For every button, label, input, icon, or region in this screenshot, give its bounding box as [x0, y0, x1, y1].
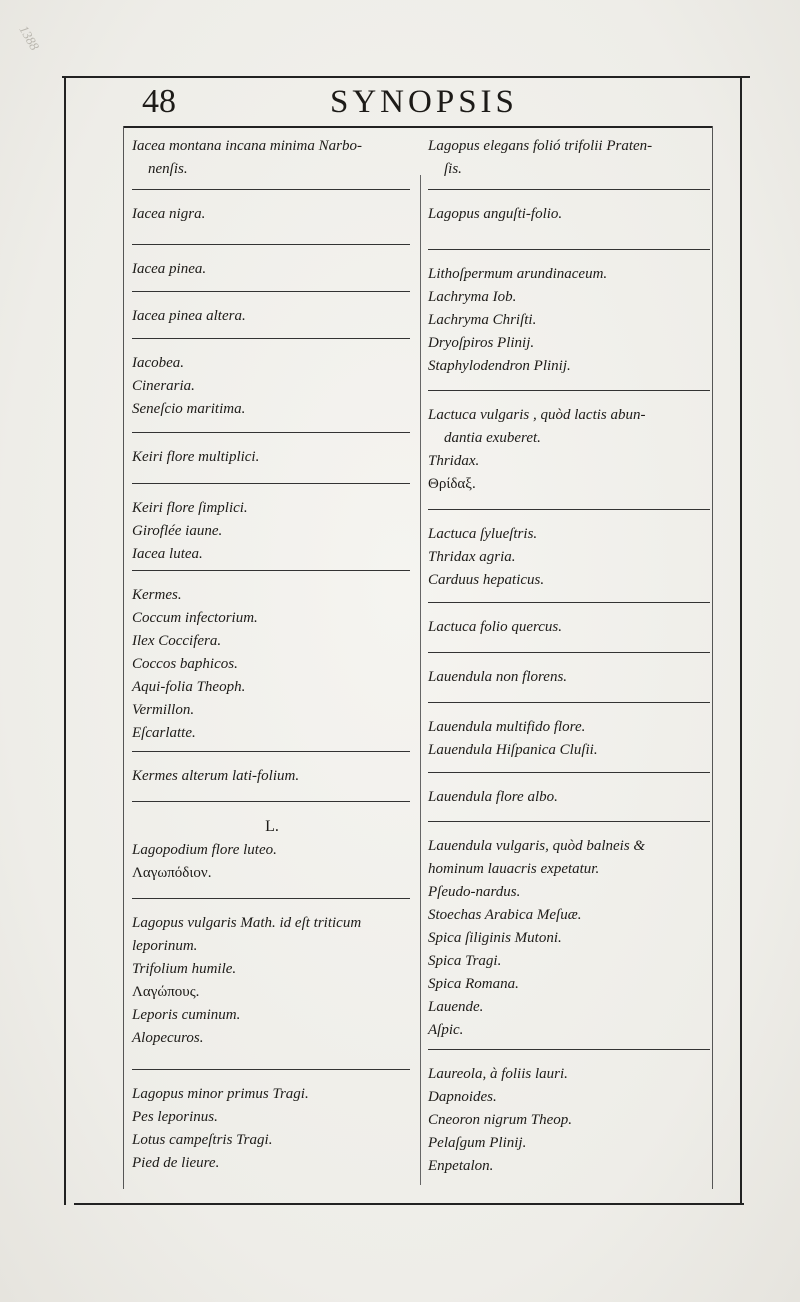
entry-line: Keiri flore ſimplici. [132, 500, 248, 516]
frame-right-rule [740, 78, 742, 1205]
entry-line: Iacea pinea altera. [132, 308, 246, 324]
entry-line: nenſis. [148, 161, 188, 177]
entry-line: hominum lauacris expetatur. [428, 861, 600, 877]
entry-line: Λαγώπους. [132, 984, 200, 1000]
entry-line: Iacea nigra. [132, 206, 206, 222]
entry-line: Ilex Coccifera. [132, 633, 222, 649]
entry-separator [132, 189, 410, 190]
entry-line: Cineraria. [132, 378, 195, 394]
section-letter: L. [265, 818, 279, 835]
entry-line: Λαγωπόδιον. [132, 865, 212, 881]
entry-separator [132, 338, 410, 339]
entry-line: Pied de lieure. [132, 1155, 220, 1171]
entry-line: Lauendula flore albo. [428, 789, 558, 805]
entry-line: Aſpic. [428, 1022, 464, 1038]
entry-separator [132, 244, 410, 245]
entry-line: Leporis cuminum. [132, 1007, 241, 1023]
faint-corner-mark: 1388 [16, 22, 43, 53]
entry-line: Lactuca ſylueſtris. [428, 526, 538, 542]
entry-line: Lagopodium flore luteo. [132, 842, 277, 858]
entry-separator [428, 1049, 710, 1050]
entry-line: Dapnoides. [428, 1089, 497, 1105]
top-rule [62, 76, 750, 78]
entry-line: Lagopus elegans folió trifolii Praten- [428, 138, 653, 154]
column-divider [420, 175, 421, 1185]
entry-line: Keiri flore multiplici. [132, 449, 260, 465]
entry-line: leporinum. [132, 938, 198, 954]
entry-line: ſis. [444, 161, 462, 177]
entry-line: Aqui-folia Theoph. [132, 679, 246, 695]
entry-separator [132, 432, 410, 433]
entry-separator [428, 390, 710, 391]
entry-separator [428, 249, 710, 250]
entry-line: Cneoron nigrum Theop. [428, 1112, 573, 1128]
bottom-rule [74, 1203, 744, 1205]
entry-separator [132, 1069, 410, 1070]
entry-separator [428, 509, 710, 510]
entry-line: Lactuca folio quercus. [428, 619, 563, 635]
frame-left-rule [64, 78, 66, 1205]
entry-separator [132, 483, 410, 484]
entry-line: Lagopus anguſti-folio. [428, 206, 563, 222]
entry-separator [428, 772, 710, 773]
entry-line: Seneſcio maritima. [132, 401, 246, 417]
entry-line: Kermes. [132, 587, 182, 603]
entry-separator [132, 570, 410, 571]
entry-line: Alopecuros. [132, 1030, 204, 1046]
entry-line: Coccum infectorium. [132, 610, 258, 626]
entry-line: Iacea montana incana minima Narbo- [132, 138, 362, 154]
entry-line: Kermes alterum lati-folium. [132, 768, 300, 784]
entry-line: Stoechas Arabica Meſuæ. [428, 907, 582, 923]
entry-line: Carduus hepaticus. [428, 572, 545, 588]
inner-right-rule [712, 126, 713, 1189]
entry-separator [132, 751, 410, 752]
entry-line: Iacobea. [132, 355, 185, 371]
entry-line: Lagopus minor primus Tragi. [132, 1086, 309, 1102]
entry-line: Iacea pinea. [132, 261, 207, 277]
entry-line: Spica ſiliginis Mutoni. [428, 930, 562, 946]
entry-line: Lauendula multifido flore. [428, 719, 586, 735]
entry-separator [428, 652, 710, 653]
entry-line: Spica Tragi. [428, 953, 502, 969]
inner-left-rule [123, 126, 124, 1189]
entry-line: Dryoſpiros Plinij. [428, 335, 535, 351]
entry-line: Trifolium humile. [132, 961, 237, 977]
running-title: SYNOPSIS [330, 84, 518, 120]
entry-line: Lagopus vulgaris Math. id eſt triticum [132, 915, 362, 931]
entry-line: Thridax agria. [428, 549, 516, 565]
entry-line: Eſcarlatte. [132, 725, 196, 741]
entry-line: Lauendula Hiſpanica Cluſii. [428, 742, 598, 758]
entry-separator [428, 602, 710, 603]
entry-line: Enpetalon. [428, 1158, 494, 1174]
entry-line: Θρίδαξ. [428, 476, 476, 492]
entry-line: Pelaſgum Plinij. [428, 1135, 527, 1151]
entry-separator [428, 821, 710, 822]
entry-line: Vermillon. [132, 702, 195, 718]
entry-line: Giroflée iaune. [132, 523, 223, 539]
entry-line: dantia exuberet. [444, 430, 541, 446]
page-number: 48 [142, 83, 176, 120]
entry-line: Lachryma Iob. [428, 289, 517, 305]
entry-line: Iacea lutea. [132, 546, 203, 562]
entry-line: Lachryma Chriſti. [428, 312, 537, 328]
entry-line: Thridax. [428, 453, 480, 469]
entry-line: Lotus campeſtris Tragi. [132, 1132, 273, 1148]
entry-separator [132, 898, 410, 899]
entry-line: Lactuca vulgaris , quòd lactis abun- [428, 407, 646, 423]
entry-line: Lauendula non florens. [428, 669, 568, 685]
entry-line: Laureola, à foliis lauri. [428, 1066, 568, 1082]
entry-line: Lauendula vulgaris, quòd balneis & [428, 838, 646, 854]
entry-line: Lauende. [428, 999, 484, 1015]
entry-line: Staphylodendron Plinij. [428, 358, 571, 374]
entry-separator [132, 801, 410, 802]
entry-line: Lithoſpermum arundinaceum. [428, 266, 608, 282]
header-rule [124, 126, 712, 128]
entry-separator [428, 189, 710, 190]
entry-line: Pſeudo-nardus. [428, 884, 521, 900]
entry-line: Coccos baphicos. [132, 656, 238, 672]
entry-separator [132, 291, 410, 292]
entry-line: Pes leporinus. [132, 1109, 218, 1125]
entry-separator [428, 702, 710, 703]
entry-line: Spica Romana. [428, 976, 519, 992]
